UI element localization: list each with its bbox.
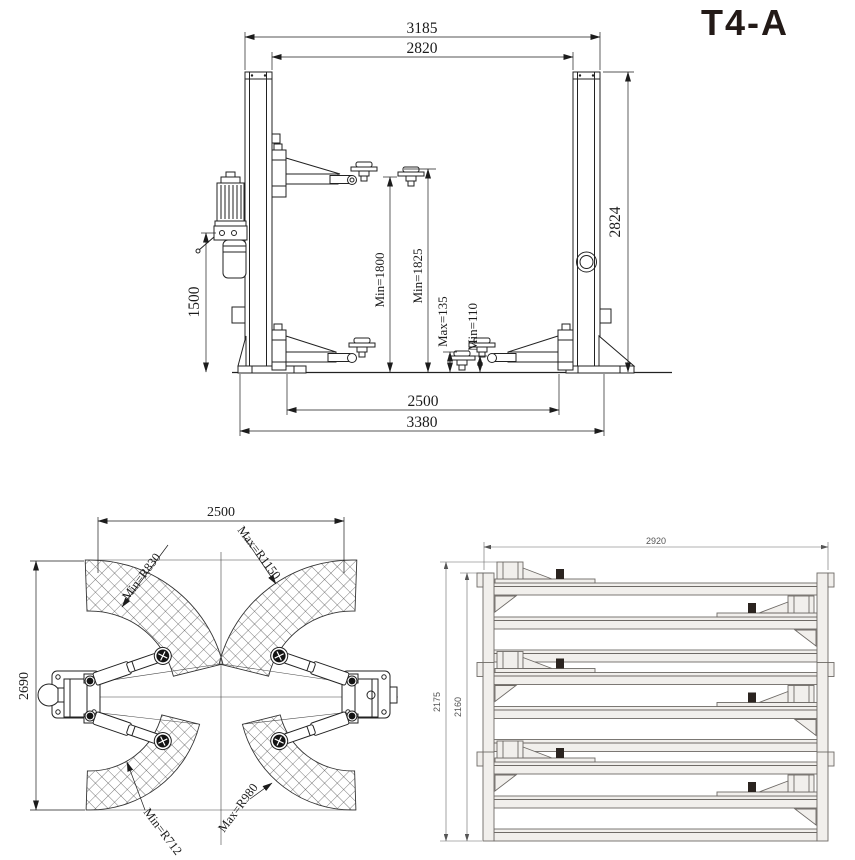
dim-plan-width: 2500	[207, 505, 235, 520]
plan-view	[17, 505, 398, 858]
dim-package-length: 2920	[645, 536, 667, 546]
left-post-lowered-arm	[272, 324, 375, 370]
package-unit-1	[494, 562, 817, 662]
front-elevation-view	[186, 20, 672, 436]
dim-top-width: 3185	[406, 20, 438, 37]
hydraulic-power-unit	[196, 172, 247, 278]
dim-power-unit-height: 1500	[186, 286, 203, 318]
left-post-raised-arm	[272, 144, 377, 197]
dim-inner-base: 2500	[407, 393, 439, 410]
dim-pad-min: Min=110	[465, 302, 480, 351]
label-front-arm-max: Max=R1150	[234, 523, 284, 582]
swing-arm-front-right	[268, 645, 359, 691]
label-rear-arm-min: Min=R712	[140, 805, 185, 858]
swing-arm-front-left	[83, 645, 174, 691]
dim-pad-max: Max=135	[435, 296, 450, 347]
dim-package-height-inner: 2160	[453, 696, 463, 718]
model-title: T4-A	[701, 2, 789, 43]
dim-overall-base: 3380	[406, 414, 438, 431]
release-handle	[199, 237, 214, 250]
label-rear-arm-max: Max=R980	[215, 780, 261, 835]
dim-lift-min-1: Min=1800	[372, 252, 387, 308]
dim-plan-depth: 2690	[17, 672, 32, 700]
right-post-lowered-arm	[469, 324, 573, 370]
motor-circle	[38, 684, 60, 706]
label-front-arm-min: Min=R830	[119, 550, 164, 603]
dim-package-height-outer: 2175	[432, 691, 442, 713]
dim-column-height: 2824	[607, 206, 624, 238]
package-unit-3	[494, 741, 817, 841]
reference-pad-lowered	[449, 351, 475, 370]
package-unit-2	[494, 652, 817, 752]
dim-inner-width: 2820	[406, 40, 438, 57]
dim-lift-min-2: Min=1825	[410, 248, 425, 304]
reference-pad-raised	[398, 167, 424, 186]
package-side-view	[432, 536, 834, 841]
